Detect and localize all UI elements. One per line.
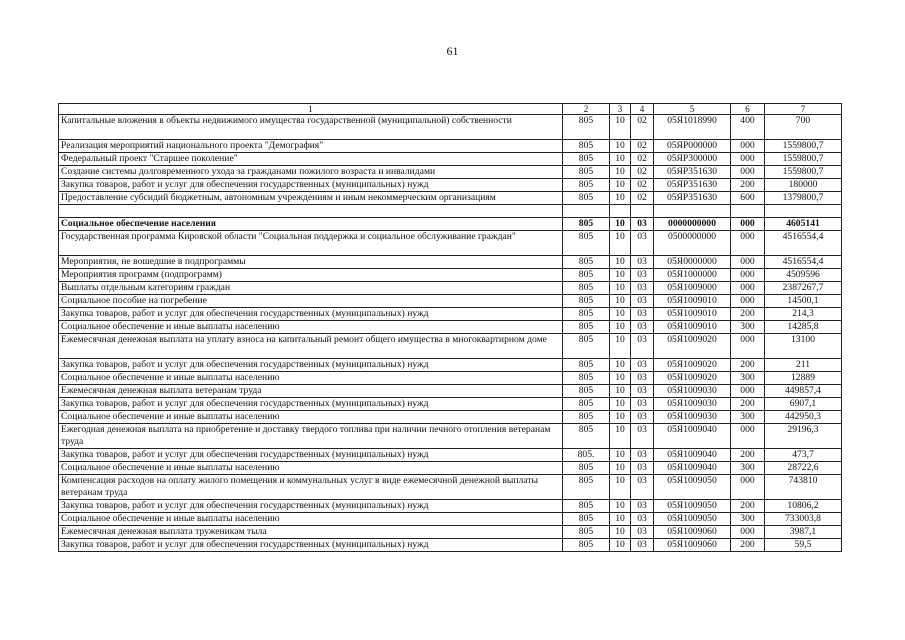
row-code-5: 05Я1009040: [654, 449, 731, 462]
table-row: [59, 192, 842, 205]
row-amount: 13100: [765, 334, 842, 359]
row-code-6: 300: [731, 321, 765, 334]
row-name: Ежегодная денежная выплата на приобретение и доставку твердого топлива при наличии печного отопления ветеранам труда: [59, 424, 563, 449]
row-name: Закупка товаров, работ и услуг для обеспечения государственных (муниципальных) нужд: [59, 179, 563, 192]
row-amount: 4509596: [765, 269, 842, 282]
row-code-3: 10: [610, 475, 631, 500]
row-code-6: 200: [731, 308, 765, 321]
table-row: [59, 282, 842, 295]
row-code-6: 000: [731, 475, 765, 500]
row-code-2: 805: [563, 308, 610, 321]
header-col-1: 1: [59, 104, 563, 115]
table-row: [59, 115, 842, 140]
row-code-5: 0500000000: [654, 231, 731, 256]
row-amount: 14500,1: [765, 295, 842, 308]
row-name: Закупка товаров, работ и услуг для обеспечения государственных (муниципальных) нужд: [59, 398, 563, 411]
row-code-2: 805: [563, 153, 610, 166]
row-code-3: 10: [610, 166, 631, 179]
row-name: Закупка товаров, работ и услуг для обеспечения государственных (муниципальных) нужд: [59, 539, 563, 552]
row-code-6: 000: [731, 256, 765, 269]
row-code-5: 05Я1009040: [654, 424, 731, 449]
row-code-2: 805: [563, 256, 610, 269]
row-code-4: 02: [631, 192, 654, 205]
row-code-4: 03: [631, 411, 654, 424]
row-code-2: 805: [563, 334, 610, 359]
header-col-4: 4: [631, 104, 654, 115]
row-code-6: 200: [731, 539, 765, 552]
row-amount: 214,3: [765, 308, 842, 321]
table-row: [59, 308, 842, 321]
row-code-4: 03: [631, 334, 654, 359]
row-amount: 4605141: [765, 218, 842, 231]
row-amount: 211: [765, 359, 842, 372]
row-name: Ежемесячная денежная выплата труженикам тыла: [59, 526, 563, 539]
row-code-3: 10: [610, 308, 631, 321]
row-code-5: 05ЯР351630: [654, 179, 731, 192]
row-code-4: 03: [631, 218, 654, 231]
row-name: Мероприятия программ (подпрограмм): [59, 269, 563, 282]
row-code-6: 000: [731, 385, 765, 398]
row-name: Закупка товаров, работ и услуг для обеспечения государственных (муниципальных) нужд: [59, 500, 563, 513]
table-row: [59, 385, 842, 398]
row-code-5: 05ЯР351630: [654, 166, 731, 179]
row-amount: 59,5: [765, 539, 842, 552]
row-code-4: 02: [631, 140, 654, 153]
row-name: Ежемесячная денежная выплата на уплату взноса на капитальный ремонт общего имущества в многоквартирном доме: [59, 334, 563, 359]
row-code-4: 03: [631, 269, 654, 282]
row-code-2: 805.: [563, 449, 610, 462]
row-amount: 1559800,7: [765, 153, 842, 166]
row-code-4: 03: [631, 372, 654, 385]
row-code-4: 03: [631, 424, 654, 449]
row-code-2: 805: [563, 179, 610, 192]
row-code-2: 805: [563, 218, 610, 231]
row-code-3: 10: [610, 218, 631, 231]
row-code-5: 05Я1009050: [654, 500, 731, 513]
table-row: [59, 231, 842, 256]
row-amount: 180000: [765, 179, 842, 192]
table-row: [59, 140, 842, 153]
row-code-2: 805: [563, 166, 610, 179]
row-amount: 29196,3: [765, 424, 842, 449]
row-code-4: 03: [631, 398, 654, 411]
row-code-3: 10: [610, 153, 631, 166]
table-row: [59, 179, 842, 192]
table-row: [59, 166, 842, 179]
table-spacer-row: [59, 205, 842, 218]
row-code-3: 10: [610, 385, 631, 398]
table-row: [59, 539, 842, 552]
table-row: [59, 269, 842, 282]
row-amount: 10806,2: [765, 500, 842, 513]
table-row: [59, 153, 842, 166]
row-code-6: 000: [731, 282, 765, 295]
row-code-5: 05Я1009060: [654, 526, 731, 539]
row-code-5: 05Я1009020: [654, 334, 731, 359]
row-code-4: 03: [631, 359, 654, 372]
row-code-6: 300: [731, 513, 765, 526]
row-code-3: 10: [610, 321, 631, 334]
table-row: [59, 295, 842, 308]
row-code-6: 000: [731, 231, 765, 256]
header-col-3: 3: [610, 104, 631, 115]
row-code-5: 05ЯР300000: [654, 153, 731, 166]
row-code-6: 000: [731, 295, 765, 308]
row-code-2: 805: [563, 115, 610, 140]
table-row: [59, 359, 842, 372]
row-code-6: 400: [731, 115, 765, 140]
row-code-4: 03: [631, 475, 654, 500]
row-code-4: 02: [631, 166, 654, 179]
row-code-3: 10: [610, 256, 631, 269]
row-code-6: 200: [731, 359, 765, 372]
row-code-5: 05Я1009030: [654, 411, 731, 424]
row-code-2: 805: [563, 475, 610, 500]
row-code-2: 805: [563, 411, 610, 424]
row-amount: 743810: [765, 475, 842, 500]
row-code-3: 10: [610, 192, 631, 205]
table-row: [59, 334, 842, 359]
row-code-4: 03: [631, 282, 654, 295]
row-code-5: 05Я1009050: [654, 513, 731, 526]
table-row: [59, 256, 842, 269]
table-row: [59, 513, 842, 526]
row-name: Социальное обеспечение населения: [59, 218, 563, 231]
row-amount: 12889: [765, 372, 842, 385]
row-code-3: 10: [610, 231, 631, 256]
header-col-7: 7: [765, 104, 842, 115]
row-name: Социальное обеспечение и иные выплаты населению: [59, 372, 563, 385]
row-name: Социальное пособие на погребение: [59, 295, 563, 308]
row-amount: 2387267,7: [765, 282, 842, 295]
row-code-3: 10: [610, 539, 631, 552]
row-amount: 1559800,7: [765, 166, 842, 179]
row-code-5: 05Я1009010: [654, 308, 731, 321]
row-code-2: 805: [563, 192, 610, 205]
row-amount: 6907,1: [765, 398, 842, 411]
row-name: Закупка товаров, работ и услуг для обеспечения государственных (муниципальных) нужд: [59, 308, 563, 321]
row-code-3: 10: [610, 140, 631, 153]
row-code-3: 10: [610, 295, 631, 308]
budget-table: [58, 103, 842, 552]
row-code-4: 03: [631, 526, 654, 539]
row-code-6: 000: [731, 218, 765, 231]
row-code-6: 000: [731, 269, 765, 282]
row-code-2: 805: [563, 359, 610, 372]
row-code-2: 805: [563, 398, 610, 411]
row-code-2: 805: [563, 231, 610, 256]
row-name: Капитальные вложения в объекты недвижимого имущества государственной (муниципальной) собственности: [59, 115, 563, 140]
row-code-5: 05Я1018990: [654, 115, 731, 140]
row-code-6: 000: [731, 166, 765, 179]
row-amount: 700: [765, 115, 842, 140]
row-code-4: 02: [631, 115, 654, 140]
row-code-4: 03: [631, 256, 654, 269]
table-row: [59, 500, 842, 513]
row-code-4: 03: [631, 539, 654, 552]
row-name: Государственная программа Кировской области "Социальная поддержка и социальное обслуживание граждан": [59, 231, 563, 256]
row-code-2: 805: [563, 424, 610, 449]
table-row: [59, 411, 842, 424]
header-col-2: 2: [563, 104, 610, 115]
row-code-6: 200: [731, 179, 765, 192]
row-code-3: 10: [610, 269, 631, 282]
row-code-3: 10: [610, 282, 631, 295]
row-name: Социальное обеспечение и иные выплаты населению: [59, 462, 563, 475]
row-code-2: 805: [563, 140, 610, 153]
row-code-5: 05Я1009030: [654, 385, 731, 398]
header-col-5: 5: [654, 104, 731, 115]
row-code-5: 05Я1009010: [654, 295, 731, 308]
row-code-5: 05Я1009040: [654, 462, 731, 475]
table-row: [59, 462, 842, 475]
row-amount: 449857,4: [765, 385, 842, 398]
row-code-2: 805: [563, 372, 610, 385]
row-name: Социальное обеспечение и иные выплаты населению: [59, 513, 563, 526]
row-name: Социальное обеспечение и иные выплаты населению: [59, 321, 563, 334]
row-amount: 442950,3: [765, 411, 842, 424]
row-name: Закупка товаров, работ и услуг для обеспечения государственных (муниципальных) нужд: [59, 449, 563, 462]
row-code-5: 05Я1009010: [654, 321, 731, 334]
row-name: Предоставление субсидий бюджетным, автономным учреждениям и иным некоммерческим организациям: [59, 192, 563, 205]
row-code-3: 10: [610, 462, 631, 475]
row-amount: 1379800,7: [765, 192, 842, 205]
row-amount: 1559800,7: [765, 140, 842, 153]
table-row: [59, 449, 842, 462]
row-amount: 733003,8: [765, 513, 842, 526]
row-code-4: 02: [631, 153, 654, 166]
row-name: Создание системы долговременного ухода за гражданами пожилого возраста и инвалидами: [59, 166, 563, 179]
row-code-5: 05Я1000000: [654, 269, 731, 282]
row-code-3: 10: [610, 115, 631, 140]
row-amount: 14285,8: [765, 321, 842, 334]
row-code-5: 05ЯР351630: [654, 192, 731, 205]
row-code-4: 03: [631, 321, 654, 334]
row-code-5: 05Я1009020: [654, 372, 731, 385]
row-code-6: 000: [731, 334, 765, 359]
header-row: [59, 104, 842, 115]
row-code-2: 805: [563, 526, 610, 539]
row-code-2: 805: [563, 462, 610, 475]
row-code-5: 05Я1009030: [654, 398, 731, 411]
row-code-5: 05Я1009060: [654, 539, 731, 552]
header-col-6: 6: [731, 104, 765, 115]
table-row: [59, 398, 842, 411]
row-code-3: 10: [610, 526, 631, 539]
row-code-5: 05Я1009020: [654, 359, 731, 372]
row-code-6: 000: [731, 153, 765, 166]
row-code-2: 805: [563, 269, 610, 282]
row-code-3: 10: [610, 334, 631, 359]
row-code-3: 10: [610, 449, 631, 462]
row-code-2: 805: [563, 385, 610, 398]
row-code-2: 805: [563, 282, 610, 295]
row-code-4: 03: [631, 500, 654, 513]
row-name: Закупка товаров, работ и услуг для обеспечения государственных (муниципальных) нужд: [59, 359, 563, 372]
row-code-3: 10: [610, 398, 631, 411]
row-code-3: 10: [610, 500, 631, 513]
table-row-section: [59, 218, 842, 231]
row-code-4: 03: [631, 308, 654, 321]
row-code-4: 03: [631, 295, 654, 308]
row-name: Ежемесячная денежная выплата ветеранам труда: [59, 385, 563, 398]
table-row: [59, 526, 842, 539]
row-code-2: 805: [563, 295, 610, 308]
row-code-5: 05Я1009050: [654, 475, 731, 500]
row-name: Социальное обеспечение и иные выплаты населению: [59, 411, 563, 424]
row-code-3: 10: [610, 359, 631, 372]
row-name: Компенсация расходов на оплату жилого помещения и коммунальных услуг в виде ежемесячной денежной выплаты ветеранам труда: [59, 475, 563, 500]
row-name: Мероприятия, не вошедшие в подпрограммы: [59, 256, 563, 269]
page-number: 61: [446, 44, 459, 58]
row-code-4: 03: [631, 513, 654, 526]
row-name: Реализация мероприятий национального проекта "Демография": [59, 140, 563, 153]
row-name: Выплаты отдельным категориям граждан: [59, 282, 563, 295]
row-amount: 4516554,4: [765, 231, 842, 256]
row-code-5: 0000000000: [654, 218, 731, 231]
row-name: Федеральный проект "Старшее поколение": [59, 153, 563, 166]
row-code-4: 03: [631, 231, 654, 256]
row-code-6: 000: [731, 140, 765, 153]
row-code-4: 03: [631, 462, 654, 475]
row-amount: 28722,6: [765, 462, 842, 475]
row-code-5: 05ЯР000000: [654, 140, 731, 153]
table-row: [59, 424, 842, 449]
row-amount: 3987,1: [765, 526, 842, 539]
row-code-6: 300: [731, 372, 765, 385]
table-row: [59, 475, 842, 500]
row-code-5: 05Я1009000: [654, 282, 731, 295]
row-code-2: 805: [563, 321, 610, 334]
row-code-4: 02: [631, 179, 654, 192]
row-code-3: 10: [610, 179, 631, 192]
row-code-3: 10: [610, 513, 631, 526]
row-code-6: 200: [731, 398, 765, 411]
row-code-3: 10: [610, 424, 631, 449]
row-code-6: 600: [731, 192, 765, 205]
row-code-6: 000: [731, 424, 765, 449]
table-row: [59, 372, 842, 385]
table-row: [59, 321, 842, 334]
row-amount: 473,7: [765, 449, 842, 462]
row-code-6: 300: [731, 462, 765, 475]
row-code-2: 805: [563, 513, 610, 526]
row-code-2: 805: [563, 500, 610, 513]
row-code-6: 200: [731, 500, 765, 513]
row-code-6: 000: [731, 526, 765, 539]
row-amount: 4516554,4: [765, 256, 842, 269]
row-code-4: 03: [631, 449, 654, 462]
row-code-6: 200: [731, 449, 765, 462]
row-code-4: 03: [631, 385, 654, 398]
row-code-3: 10: [610, 372, 631, 385]
row-code-5: 05Я0000000: [654, 256, 731, 269]
row-code-6: 300: [731, 411, 765, 424]
row-code-2: 805: [563, 539, 610, 552]
row-code-3: 10: [610, 411, 631, 424]
